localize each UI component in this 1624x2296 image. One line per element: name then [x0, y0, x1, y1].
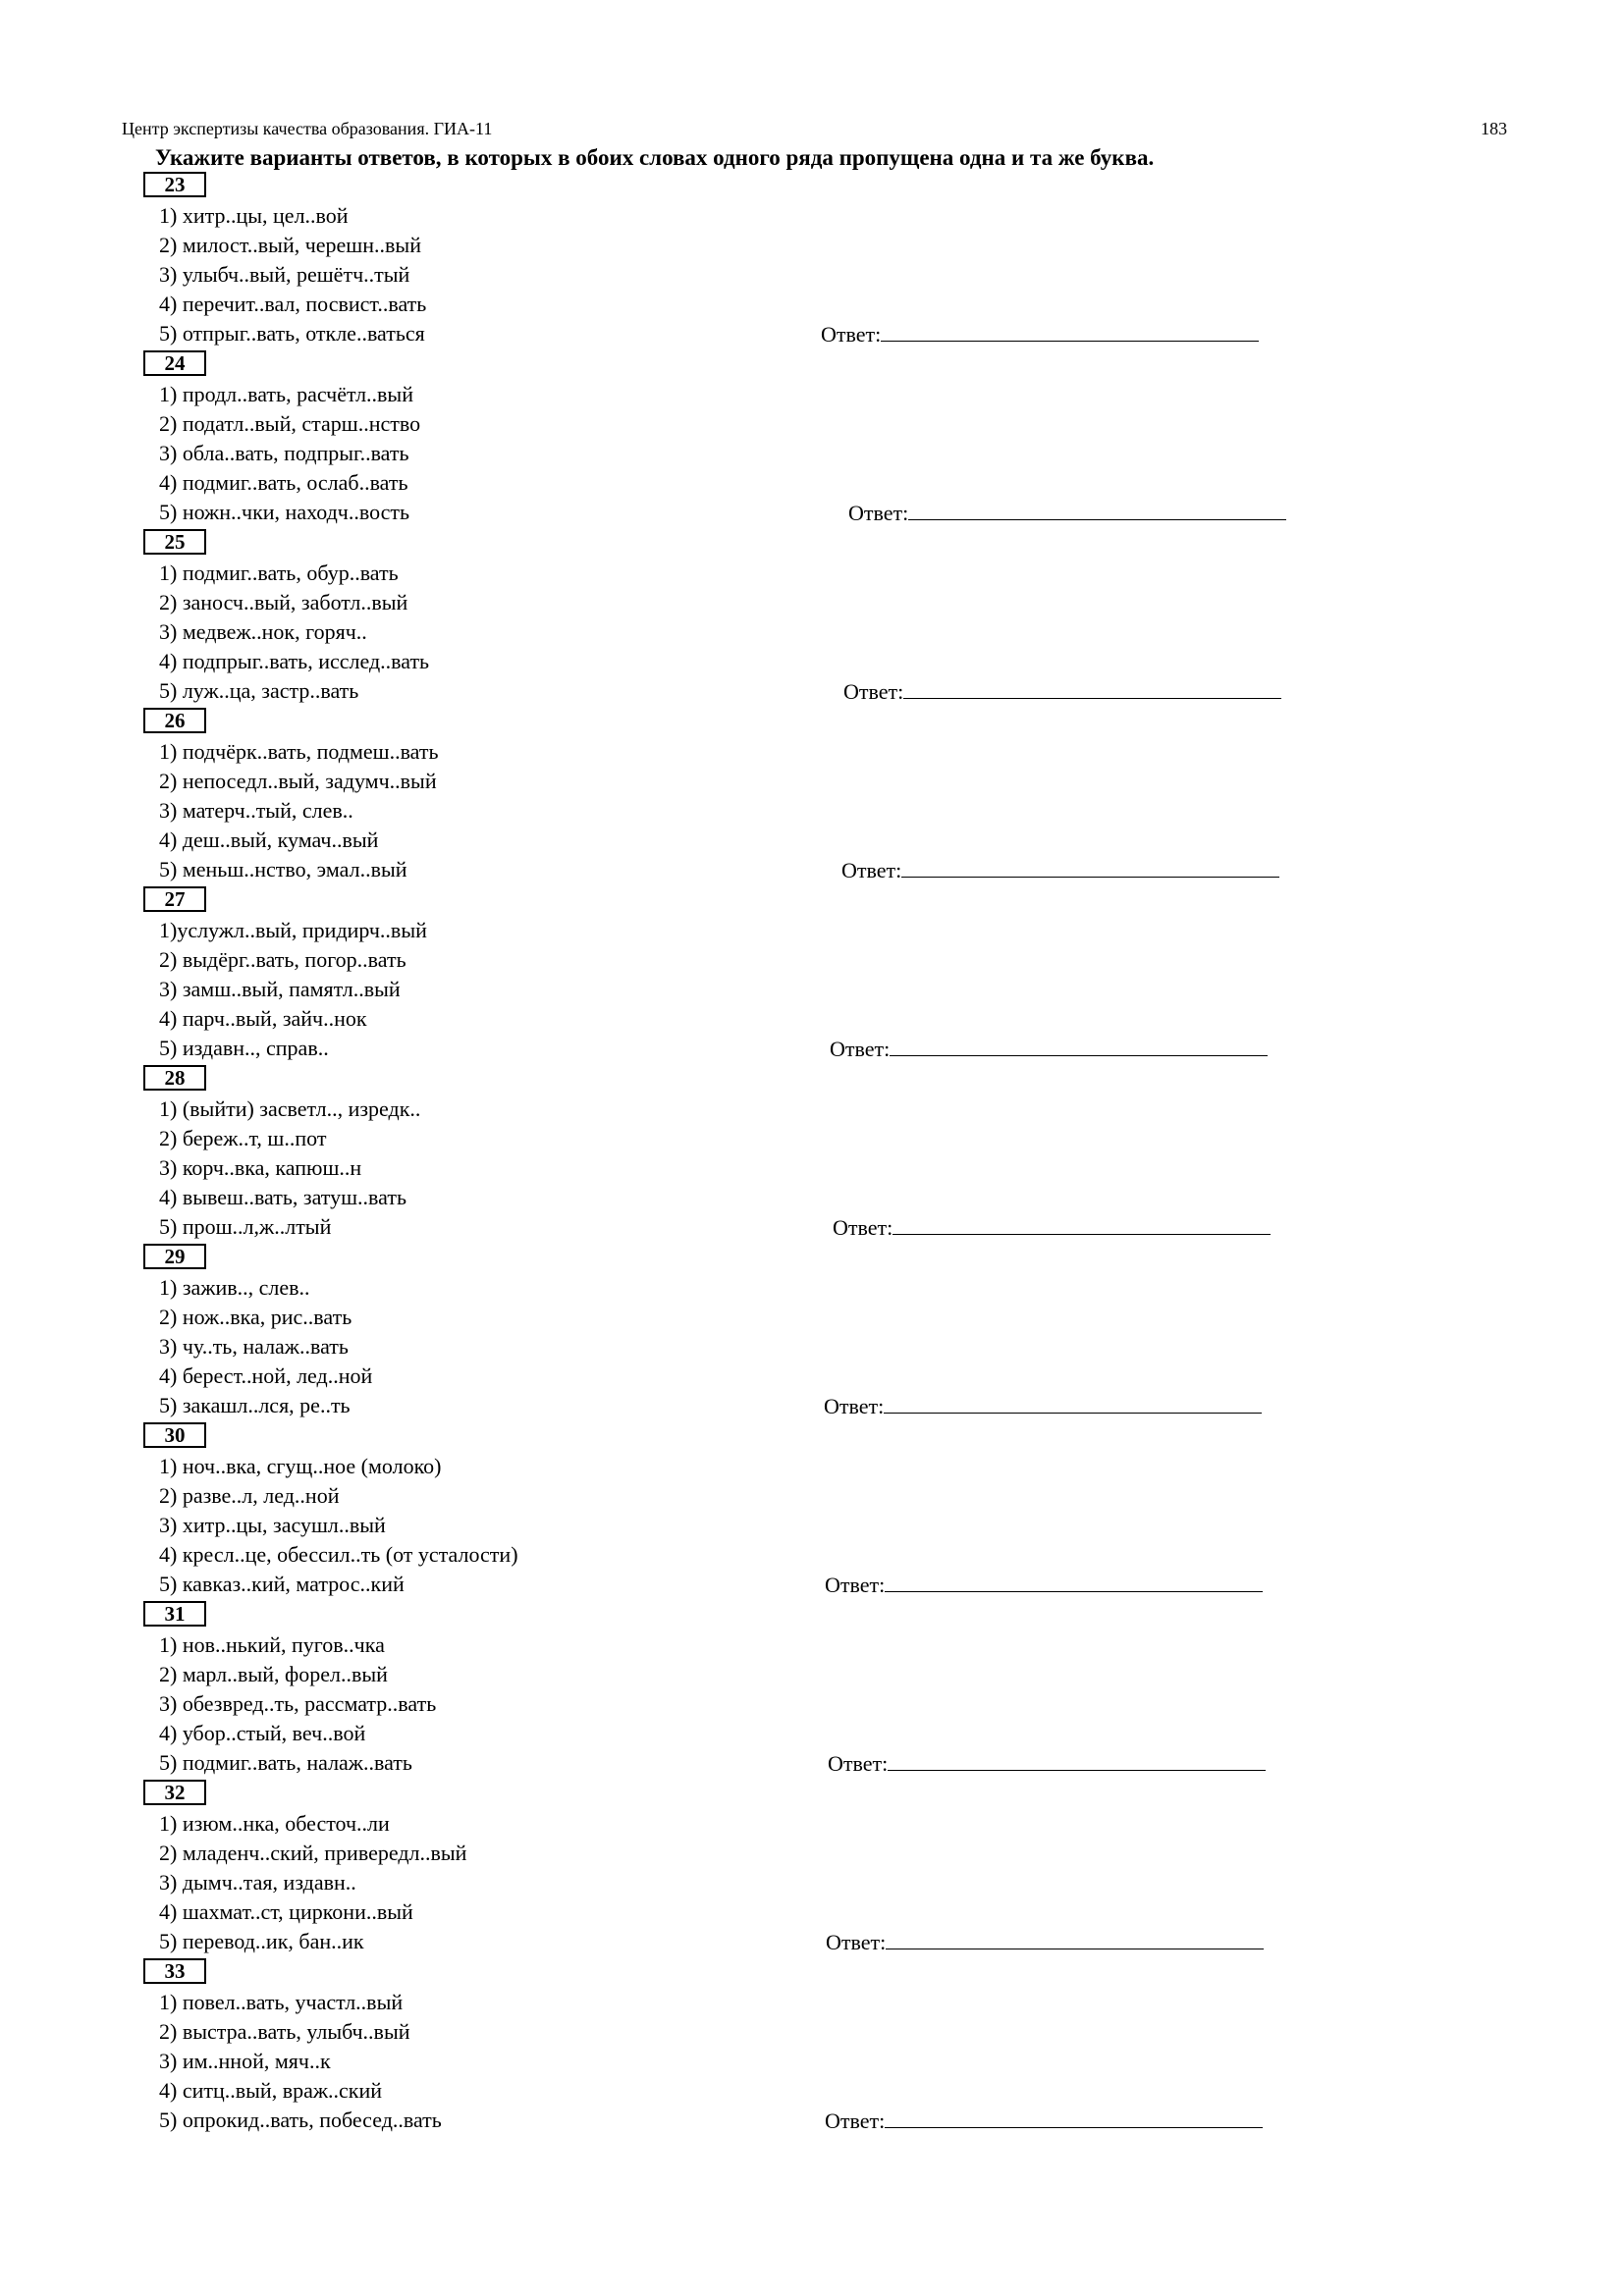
answer-blank-line[interactable]: [903, 676, 1281, 699]
option-list: [159, 1273, 372, 1420]
answer-option: 4) кресл..це, обессил..ть (от усталости): [159, 1542, 518, 1567]
answer-option: 4) деш..вый, кумач..вый: [159, 828, 379, 852]
answer-option: 2) милост..вый, черешн..вый: [159, 233, 421, 257]
answer-option: 4) вывеш..вать, затуш..вать: [159, 1185, 406, 1209]
answer-option: 5) отпрыг..вать, откле..ваться: [159, 321, 425, 346]
answer-option: 1)услужл..вый, придирч..вый: [159, 918, 427, 942]
answer-option: 5) подмиг..вать, налаж..вать: [159, 1750, 412, 1775]
answer-option: 3) чу..ть, налаж..вать: [159, 1334, 349, 1359]
answer-label: Ответ:: [828, 1751, 889, 1776]
answer-option: 3) матерч..тый, слев..: [159, 798, 353, 823]
answer-option: 1) повел..вать, участл..вый: [159, 1990, 404, 2014]
answer-option: 5) закашл..лся, ре..ть: [159, 1393, 351, 1417]
answer-option: 3) хитр..цы, засушл..вый: [159, 1513, 386, 1537]
answer-field: [833, 1212, 1271, 1243]
answer-option: 2) выстра..вать, улыбч..вый: [159, 2019, 410, 2044]
option-list: [159, 559, 429, 706]
answer-label: Ответ:: [848, 501, 909, 525]
answer-label: Ответ:: [826, 1930, 887, 1954]
answer-option: 5) перевод..ик, бан..ик: [159, 1929, 364, 1953]
answer-option: 4) шахмат..ст, циркони..вый: [159, 1899, 413, 1924]
option-list: [159, 916, 427, 1063]
answer-label: Ответ:: [833, 1215, 893, 1240]
answer-option: 1) (выйти) засветл.., изредк..: [159, 1096, 421, 1121]
answer-option: 3) им..нной, мяч..к: [159, 2049, 331, 2073]
answer-blank-line[interactable]: [901, 855, 1279, 878]
task-number: 29: [143, 1244, 206, 1269]
answer-label: Ответ:: [843, 679, 904, 704]
answer-option: 1) нов..нький, пугов..чка: [159, 1632, 385, 1657]
answer-option: 1) хитр..цы, цел..вой: [159, 203, 349, 228]
answer-option: 3) замш..вый, памятл..вый: [159, 977, 401, 1001]
answer-option: 4) подпрыг..вать, исслед..вать: [159, 649, 430, 673]
option-list: [159, 1630, 436, 1778]
answer-option: 3) обла..вать, подпрыг..вать: [159, 441, 409, 465]
answer-field: [825, 1570, 1263, 1600]
option-list: [159, 1095, 420, 1242]
answer-blank-line[interactable]: [885, 1570, 1263, 1592]
task-number: 27: [143, 886, 206, 912]
answer-field: [843, 676, 1281, 707]
task-32: [143, 1780, 1518, 1958]
answer-blank-line[interactable]: [890, 1034, 1268, 1056]
task-number: 24: [143, 350, 206, 376]
answer-option: 4) подмиг..вать, ослаб..вать: [159, 470, 408, 495]
answer-option: 3) улыбч..вый, решётч..тый: [159, 262, 410, 287]
task-23: [143, 172, 1518, 350]
answer-option: 2) младенч..ский, привередл..вый: [159, 1841, 467, 1865]
answer-label: Ответ:: [841, 858, 902, 882]
answer-option: 4) перечит..вал, посвист..вать: [159, 292, 427, 316]
answer-label: Ответ:: [825, 2109, 886, 2133]
task-number: 32: [143, 1780, 206, 1805]
task-number: 31: [143, 1601, 206, 1627]
answer-option: 1) изюм..нка, обесточ..ли: [159, 1811, 390, 1836]
page-header-title: Центр экспертизы качества образования. ГИА-11: [122, 119, 493, 138]
answer-option: 2) марл..вый, форел..вый: [159, 1662, 388, 1686]
answer-field: [824, 1391, 1262, 1421]
answer-field: [821, 319, 1259, 349]
task-27: [143, 886, 1518, 1065]
task-number: 23: [143, 172, 206, 197]
option-list: [159, 1809, 466, 1956]
answer-field: [828, 1748, 1266, 1779]
answer-option: 3) дымч..тая, издавн..: [159, 1870, 356, 1895]
answer-option: 3) корч..вка, капюш..н: [159, 1155, 362, 1180]
answer-option: 1) ноч..вка, сгущ..ное (молоко): [159, 1454, 442, 1478]
task-number: 28: [143, 1065, 206, 1091]
task-30: [143, 1422, 1518, 1601]
option-list: [159, 1452, 518, 1599]
page-number: 183: [1481, 119, 1507, 138]
answer-option: 1) подчёрк..вать, подмеш..вать: [159, 739, 439, 764]
answer-option: 1) подмиг..вать, обур..вать: [159, 561, 399, 585]
answer-field: [826, 1927, 1264, 1957]
answer-blank-line[interactable]: [886, 1927, 1264, 1949]
answer-option: 5) издавн.., справ..: [159, 1036, 329, 1060]
answer-option: 3) обезвред..ть, рассматр..вать: [159, 1691, 437, 1716]
instruction-text: Укажите варианты ответов, в которых в обоих словах одного ряда пропущена одна и та же буква.: [155, 145, 1155, 170]
task-number: 26: [143, 708, 206, 733]
answer-option: 2) береж..т, ш..пот: [159, 1126, 327, 1150]
task-29: [143, 1244, 1518, 1422]
answer-field: [848, 498, 1286, 528]
answer-option: 1) продл..вать, расчётл..вый: [159, 382, 413, 406]
answer-blank-line[interactable]: [881, 319, 1259, 342]
answer-option: 5) луж..ца, застр..вать: [159, 678, 359, 703]
answer-option: 2) заносч..вый, заботл..вый: [159, 590, 408, 614]
task-31: [143, 1601, 1518, 1780]
answer-label: Ответ:: [825, 1573, 886, 1597]
answer-field: [825, 2106, 1263, 2136]
answer-option: 4) ситц..вый, враж..ский: [159, 2078, 383, 2103]
answer-label: Ответ:: [830, 1037, 891, 1061]
answer-option: 5) кавказ..кий, матрос..кий: [159, 1572, 405, 1596]
answer-option: 2) нож..вка, рис..вать: [159, 1305, 352, 1329]
answer-blank-line[interactable]: [908, 498, 1286, 520]
answer-option: 4) берест..ной, лед..ной: [159, 1363, 373, 1388]
option-list: [159, 1988, 442, 2135]
option-list: [159, 201, 426, 348]
answer-option: 2) непоседл..вый, задумч..вый: [159, 769, 437, 793]
answer-option: 5) меньш..нство, эмал..вый: [159, 857, 407, 881]
answer-blank-line[interactable]: [893, 1212, 1271, 1235]
answer-option: 2) разве..л, лед..ной: [159, 1483, 340, 1508]
task-number: 30: [143, 1422, 206, 1448]
answer-blank-line[interactable]: [885, 2106, 1263, 2128]
answer-option: 2) податл..вый, старш..нство: [159, 411, 421, 436]
answer-option: 5) прош..л,ж..лтый: [159, 1214, 332, 1239]
task-24: [143, 350, 1518, 529]
answer-field: [830, 1034, 1268, 1064]
answer-option: 3) медвеж..нок, горяч..: [159, 619, 367, 644]
task-26: [143, 708, 1518, 886]
task-28: [143, 1065, 1518, 1244]
answer-option: 2) выдёрг..вать, погор..вать: [159, 947, 406, 972]
option-list: [159, 380, 420, 527]
task-number: 33: [143, 1958, 206, 1984]
task-33: [143, 1958, 1518, 2137]
task-number: 25: [143, 529, 206, 555]
answer-option: 5) ножн..чки, находч..вость: [159, 500, 410, 524]
answer-blank-line[interactable]: [884, 1391, 1262, 1414]
answer-option: 5) опрокид..вать, побесед..вать: [159, 2108, 442, 2132]
answer-option: 4) парч..вый, зайч..нок: [159, 1006, 367, 1031]
answer-field: [841, 855, 1279, 885]
task-25: [143, 529, 1518, 708]
answer-blank-line[interactable]: [888, 1748, 1266, 1771]
option-list: [159, 737, 439, 884]
answer-option: 4) убор..стый, веч..вой: [159, 1721, 366, 1745]
answer-option: 1) зажив.., слев..: [159, 1275, 310, 1300]
answer-label: Ответ:: [824, 1394, 885, 1418]
answer-label: Ответ:: [821, 322, 882, 347]
